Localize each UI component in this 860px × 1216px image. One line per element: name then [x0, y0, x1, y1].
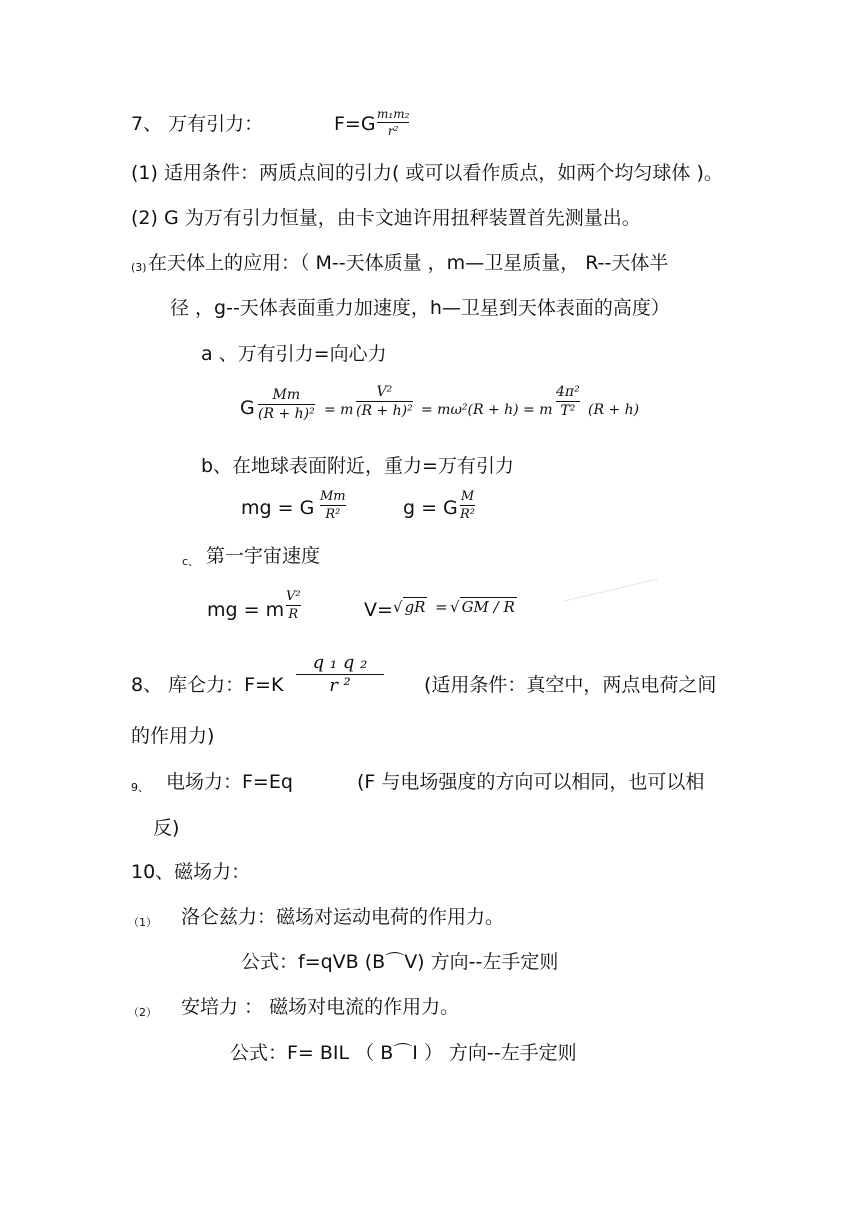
fraction-bar [356, 401, 413, 402]
eq-b1-denominator: R² [325, 507, 341, 522]
eq-a-f2-numerator: V² [376, 384, 393, 400]
fraction-bar [460, 505, 475, 506]
eq-b1-fraction [320, 490, 346, 521]
sqrt-gR-radicand: gR [404, 598, 426, 616]
eq-c1-numerator: V² [286, 589, 301, 604]
item-c-number: c、 [182, 555, 200, 568]
eq-a-f3-numerator: 4π² [556, 384, 580, 400]
eq-a-fraction-2 [356, 385, 413, 418]
fraction-bar [286, 605, 301, 606]
gravity-formula-fraction [377, 108, 409, 137]
eq-c2-prefix: V= [364, 599, 393, 621]
ampere-force-label: 安培力 ： 磁场对电流的作用力。 [181, 996, 460, 1018]
eq-b1-numerator: Mm [320, 489, 346, 504]
section-9-note-line-1: (F 与电场强度的方向可以相同，也可以相 [357, 771, 705, 793]
eq-c1-fraction [286, 590, 301, 621]
eq-a-f3-denominator: T² [560, 403, 576, 419]
fraction-bar [556, 401, 580, 402]
section-7-heading: 7、 万有引力： [131, 113, 264, 135]
eq-a-f1-denominator: (R + h)² [258, 406, 315, 422]
fraction-bar [258, 404, 315, 405]
lorentz-number: （1） [128, 916, 157, 929]
section-8-heading: 8、 库仑力：F=K [131, 674, 284, 696]
gravitational-constant-note: (2) G 为万有引力恒量，由卡文迪许用扭秤装置首先测量出。 [131, 207, 641, 229]
eq-c2-equals: = [435, 598, 448, 616]
gravity-fraction-denominator: r² [387, 124, 399, 138]
eq-a-f2-denominator: (R + h)² [356, 403, 413, 419]
lorentz-force-label: 洛仑兹力：磁场对运动电荷的作用力。 [181, 906, 505, 928]
ampere-formula: 公式：F= BIL （ B⌒I ） 方向--左手定则 [230, 1042, 577, 1064]
item-a-label: a 、万有引力=向心力 [201, 343, 387, 365]
stray-line-decoration [562, 576, 662, 606]
section-9-note-line-2: 反) [153, 817, 180, 839]
eq-b2-prefix: g = G [403, 497, 458, 519]
eq-a-G: G [240, 397, 255, 419]
coulomb-denominator: r ² [329, 675, 351, 696]
coulomb-conditions-line-1: (适用条件：真空中，两点电荷之间 [424, 674, 717, 696]
eq-b2-numerator: M [460, 489, 475, 504]
applicable-conditions: (1) 适用条件：两质点间的引力( 或可以看作质点，如两个均匀球体 )。 [131, 162, 723, 184]
eq-a-middle: = mω²(R + h) = m [421, 402, 553, 418]
application-line-1: 在天体上的应用：（ M--天体质量 ，m—卫星质量， R--天体半 [148, 252, 669, 274]
fraction-bar [377, 122, 409, 123]
eq-c1-denominator: R [288, 607, 299, 622]
eq-a-fraction-1 [258, 388, 315, 421]
eq-a-tail: (R + h) [588, 402, 640, 418]
item-c-label: 第一宇宙速度 [206, 545, 321, 567]
eq-c2-sqrt-gR: √ gR [393, 598, 426, 616]
gravity-fraction-numerator: m₁m₂ [377, 107, 410, 121]
sqrt-GM-radicand: GM / R [461, 598, 515, 616]
eq-b2-fraction [460, 490, 475, 521]
section-9-number: 9、 [131, 781, 149, 794]
lorentz-formula: 公式：f=qVB (B⌒V) 方向--左手定则 [241, 951, 559, 973]
eq-b2-denominator: R² [460, 507, 475, 522]
coulomb-fraction [296, 654, 384, 695]
eq-c1-prefix: mg = m [207, 599, 285, 621]
eq-a-equals-1: = m [324, 402, 354, 418]
gravity-formula-prefix: F=G [334, 113, 376, 135]
coulomb-numerator: q ₁ q ₂ [312, 652, 368, 673]
eq-a-fraction-3 [556, 385, 580, 418]
section-10-heading: 10、磁场力： [131, 861, 251, 883]
application-number: (3) [131, 261, 147, 274]
eq-c2-sqrt-GM: √ GM / R [450, 598, 515, 616]
item-b-label: b、在地球表面附近，重力=万有引力 [201, 455, 514, 477]
ampere-number: （2） [128, 1006, 157, 1019]
section-9-heading: 电场力：F=Eq [166, 771, 293, 793]
fraction-bar [320, 505, 346, 506]
eq-b1-prefix: mg = G [241, 497, 315, 519]
application-line-2: 径 ，g--天体表面重力加速度，h—卫星到天体表面的高度） [170, 297, 670, 319]
coulomb-conditions-line-2: 的作用力) [131, 725, 215, 747]
eq-a-f1-numerator: Mm [272, 387, 301, 403]
